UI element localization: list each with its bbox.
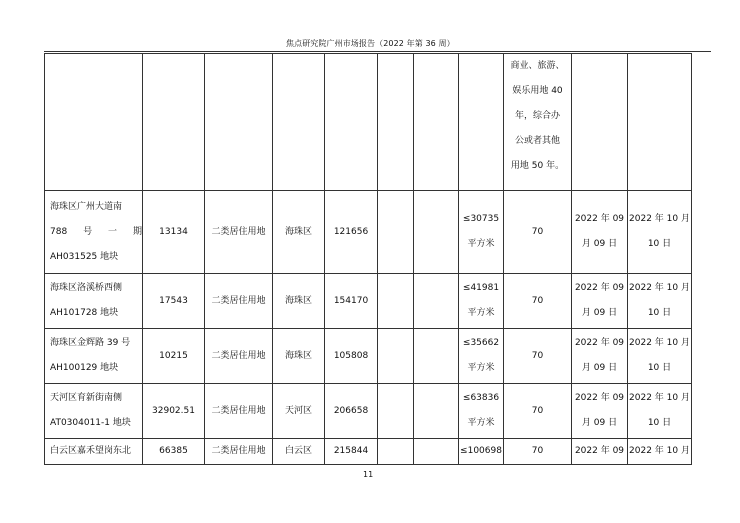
table-row <box>45 329 692 384</box>
district-cell: 白云区 <box>273 439 325 465</box>
end-date-line: 10 日 <box>647 363 672 373</box>
start-date-line: 月 09 日 <box>581 308 618 318</box>
price-cap-cell <box>459 274 504 329</box>
empty-cell <box>378 191 414 274</box>
parcel-name-line: 海珠区金辉路 39 号 <box>50 338 131 348</box>
district-cell: 海珠区 <box>273 274 325 329</box>
empty-cell <box>378 329 414 384</box>
price-cap-value: ≤41981 <box>462 283 500 293</box>
parcel-name-cell <box>45 191 143 274</box>
floor-area-cell: 154170 <box>325 274 378 329</box>
price-cap-unit: 平方米 <box>467 418 495 428</box>
price-cap-cell <box>459 384 504 439</box>
price-cap-unit: 平方米 <box>467 363 495 373</box>
report-header-title: 焦点研究院广州市场报告（2022 年第 36 周） <box>286 39 455 48</box>
parcel-name-line: 白云区嘉禾望岗东北 <box>50 446 132 456</box>
table-row <box>45 274 692 329</box>
term-note-line: 年，综合办 <box>514 111 560 121</box>
parcel-name-cell <box>45 439 143 465</box>
district-cell: 天河区 <box>273 384 325 439</box>
floor-area-cell: 105808 <box>325 329 378 384</box>
price-cap-cell <box>459 191 504 274</box>
term-years-cell: 70 <box>504 384 572 439</box>
land-use-cell: 二类居住用地 <box>205 274 273 329</box>
end-date-line: 10 日 <box>647 239 672 249</box>
site-area-cell: 32902.51 <box>143 384 205 439</box>
parcel-name-line: 海珠区广州大道南 <box>50 201 123 212</box>
start-date-cell <box>572 274 628 329</box>
table-row <box>45 384 692 439</box>
term-note-line: 娱乐用地 40 <box>512 86 563 96</box>
start-date-line: 月 09 日 <box>581 363 618 373</box>
end-date-line: 10 日 <box>647 308 672 318</box>
term-years-cell: 70 <box>504 439 572 465</box>
end-date-line: 2022 年 10 月 <box>629 214 690 224</box>
start-date-line: 月 09 日 <box>581 239 618 249</box>
land-listing-table <box>44 53 692 465</box>
start-date-line: 2022 年 09 <box>574 446 625 456</box>
end-date-line: 2022 年 10 月 <box>629 283 690 293</box>
floor-area-cell: 206658 <box>325 384 378 439</box>
parcel-name-line: 天河区育新街南侧 <box>50 393 123 403</box>
price-cap-value: ≤63836 <box>462 393 500 403</box>
parcel-name-cell <box>45 384 143 439</box>
price-cap-value: ≤35662 <box>462 338 500 348</box>
term-note-line: 用地 50 年。 <box>510 161 565 171</box>
empty-cell <box>378 274 414 329</box>
empty-cell <box>414 439 459 465</box>
parcel-name-cell <box>45 329 143 384</box>
end-date-cell <box>628 191 692 274</box>
empty-cell <box>414 329 459 384</box>
price-cap-value: ≤30735 <box>462 214 500 224</box>
start-date-line: 2022 年 09 <box>574 393 625 403</box>
district-cell: 海珠区 <box>273 191 325 274</box>
end-date-cell <box>628 274 692 329</box>
end-date-line: 2022 年 10 月 <box>629 338 690 348</box>
land-use-cell: 二类居住用地 <box>205 329 273 384</box>
table-row <box>45 439 692 465</box>
parcel-name-line: AH031525 地块 <box>50 251 119 262</box>
empty-cell <box>414 191 459 274</box>
start-date-line: 2022 年 09 <box>574 214 625 224</box>
start-date-line: 2022 年 09 <box>574 283 625 293</box>
empty-cell <box>378 439 414 465</box>
site-area-cell: 13134 <box>143 191 205 274</box>
land-use-cell: 二类居住用地 <box>205 191 273 274</box>
term-note-line: 商业、旅游、 <box>510 61 565 71</box>
empty-cell <box>414 384 459 439</box>
land-use-cell: 二类居住用地 <box>205 384 273 439</box>
price-cap-unit: 平方米 <box>467 308 495 318</box>
start-date-line: 月 09 日 <box>581 418 618 428</box>
term-note-line: 公或者其他 <box>514 136 560 146</box>
end-date-line: 2022 年 10 月 <box>629 446 690 456</box>
start-date-line: 2022 年 09 <box>574 338 625 348</box>
price-cap-unit: 平方米 <box>467 239 495 249</box>
parcel-name-line: AT0304011-1 地块 <box>50 418 131 428</box>
site-area-cell: 66385 <box>143 439 205 465</box>
price-cap-cell <box>459 329 504 384</box>
end-date-line: 2022 年 10 月 <box>629 393 690 403</box>
parcel-name-line: AH100129 地块 <box>50 363 119 373</box>
start-date-cell <box>572 191 628 274</box>
site-area-cell: 17543 <box>143 274 205 329</box>
price-cap-cell <box>459 439 504 465</box>
floor-area-cell: 121656 <box>325 191 378 274</box>
end-date-cell <box>628 384 692 439</box>
empty-cell <box>378 384 414 439</box>
parcel-name-line: 海珠区洛溪桥西侧 <box>50 283 123 293</box>
header-divider <box>44 51 711 52</box>
parcel-name-line: AH101728 地块 <box>50 308 119 318</box>
end-date-cell <box>628 439 692 465</box>
start-date-cell <box>572 384 628 439</box>
page-number: 11 <box>363 470 374 479</box>
site-area-cell: 10215 <box>143 329 205 384</box>
start-date-cell <box>572 329 628 384</box>
term-note-cell <box>504 54 572 191</box>
end-date-cell <box>628 329 692 384</box>
continuation-row <box>45 54 692 191</box>
floor-area-cell: 215844 <box>325 439 378 465</box>
end-date-line: 10 日 <box>647 418 672 428</box>
land-use-cell: 二类居住用地 <box>205 439 273 465</box>
parcel-name-cell <box>45 274 143 329</box>
table-row <box>45 191 692 274</box>
term-years-cell: 70 <box>504 274 572 329</box>
parcel-name-line: 788 号 一 期 <box>50 226 142 237</box>
price-cap-value: ≤100698 <box>460 446 502 456</box>
empty-cell <box>414 274 459 329</box>
term-years-cell: 70 <box>504 191 572 274</box>
district-cell: 海珠区 <box>273 329 325 384</box>
start-date-cell <box>572 439 628 465</box>
term-years-cell: 70 <box>504 329 572 384</box>
